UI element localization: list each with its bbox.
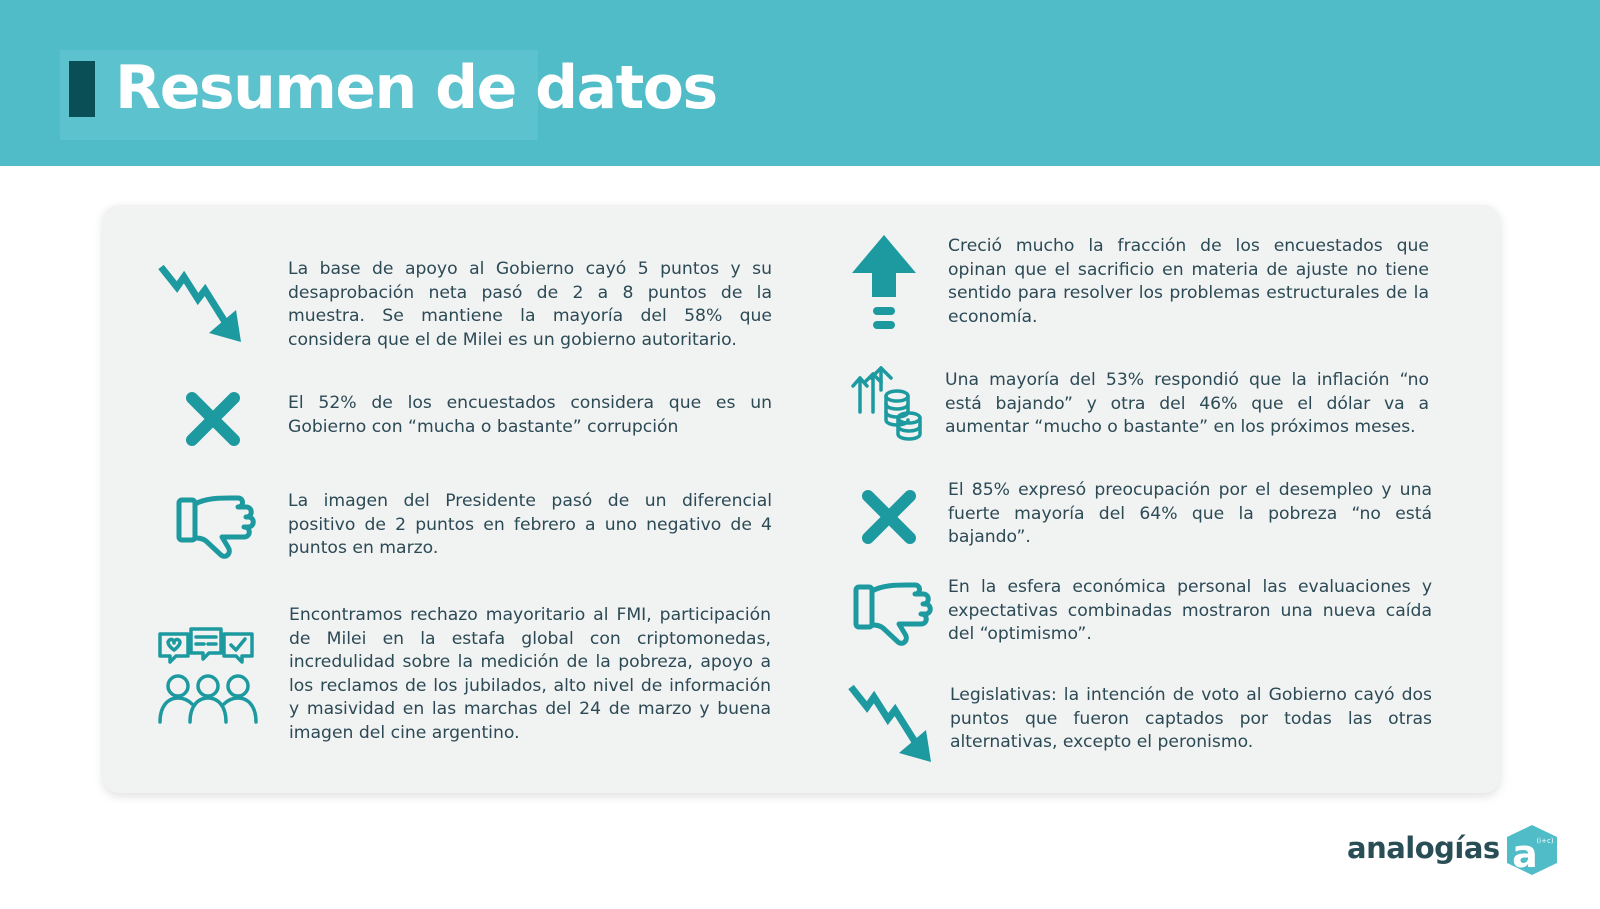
brand-logo-letter: a xyxy=(1512,832,1538,876)
up-arrow-icon xyxy=(852,235,916,333)
right-item-2-text: Una mayoría del 53% respondió que la inflación “no está bajando” y otra del 46% que el dólar va a aumentar “mucho o bastante” en los próximos meses. xyxy=(945,370,1429,437)
coins-rising-icon xyxy=(851,366,923,444)
left-item-1-text: La base de apoyo al Gobierno cayó 5 puntos y su desaprobación neta pasó de 2 a 8 puntos de la muestra. Se mantiene la mayoría del 58% que considera que el de Milei es un gobierno autoritario. xyxy=(288,259,772,350)
brand-name: analogías xyxy=(1347,831,1500,865)
trend-down-arrow-icon xyxy=(847,683,935,765)
thumbs-down-icon xyxy=(176,495,256,561)
people-feedback-icon xyxy=(158,626,258,730)
x-mark-icon xyxy=(184,390,242,448)
right-item-3-text: El 85% expresó preocupación por el desempleo y una fuerte mayoría del 64% que la pobreza “no está bajando”. xyxy=(948,480,1432,547)
trend-down-arrow-icon xyxy=(157,263,245,345)
right-item-4-text: En la esfera económica personal las evaluaciones y expectativas combinadas mostraron una nueva caída del “optimismo”. xyxy=(948,577,1432,644)
right-item-1-text: Creció mucho la fracción de los encuestados que opinan que el sacrificio en materia de ajuste no tiene sentido para resolver los problemas estructurales de la economía. xyxy=(948,236,1429,327)
right-item-5-text: Legislativas: la intención de voto al Gobierno cayó dos puntos que fueron captados por todas las otras alternativas, excepto el peronismo. xyxy=(950,685,1432,752)
page-title: Resumen de datos xyxy=(115,53,717,123)
left-item-4-text: Encontramos rechazo mayoritario al FMI, participación de Milei en la estafa global con criptomonedas, incredulidad sobre la medición de la pobreza, apoyo a los reclamos de los jubilados, alto nivel de información y masividad en las marchas del 24 de marzo y buena imagen del cine argentino. xyxy=(289,605,771,743)
brand-logo-icon xyxy=(1503,823,1561,877)
left-item-2-text: El 52% de los encuestados considera que es un Gobierno con “mucha o bastante” corrupción xyxy=(288,393,772,437)
thumbs-down-icon xyxy=(853,582,933,648)
x-mark-icon xyxy=(860,488,918,546)
brand-logo-superscript: (i+c) xyxy=(1536,837,1554,845)
title-accent-bar xyxy=(69,61,95,117)
left-item-3-text: La imagen del Presidente pasó de un diferencial positivo de 2 puntos en febrero a uno negativo de 4 puntos en marzo. xyxy=(288,491,772,558)
